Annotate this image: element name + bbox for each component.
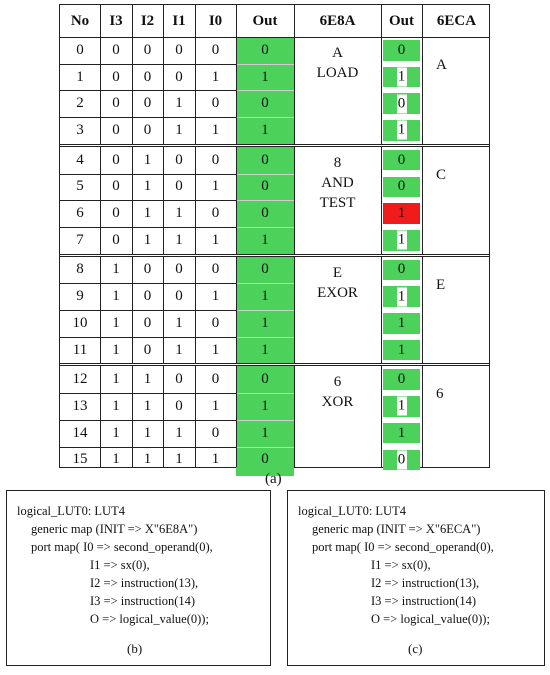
cell-i2: 1 — [143, 397, 152, 414]
cell-out: 0 — [261, 205, 269, 222]
cell-no: 3 — [76, 121, 84, 138]
cell-i1: 1 — [175, 95, 183, 112]
code-line: generic map (INIT => X"6E8A") — [31, 522, 198, 536]
out-6e8a-fill — [383, 286, 420, 307]
caption-a: (a) — [265, 471, 282, 487]
cell-i0: 0 — [211, 424, 220, 441]
cell-i3: 0 — [112, 178, 120, 195]
cell-out-6e8a — [381, 447, 422, 474]
code-box-c — [287, 490, 545, 666]
cell-out: 0 — [261, 261, 269, 278]
cell-i1: 0 — [175, 261, 183, 278]
cell-no: 0 — [76, 41, 84, 58]
cell-no: 14 — [72, 424, 88, 441]
cell-i1: 0 — [175, 178, 183, 195]
cell-i2: 0 — [143, 68, 152, 85]
cell-out-6e8a — [381, 420, 422, 447]
out-6e8a-value: 1 — [397, 121, 406, 138]
code-line: I2 => instruction(13), — [371, 576, 480, 590]
out-6e8a-fill: 1 — [383, 423, 420, 444]
cell-out: 1 — [261, 121, 269, 138]
cell-i3: 1 — [112, 451, 120, 468]
out-6e8a-fill: 0 — [383, 40, 420, 61]
cell-i0: 0 — [211, 261, 220, 278]
code-line: I1 => sx(0), — [371, 558, 431, 572]
cell-i2: 0 — [143, 314, 152, 331]
header-i1: I1 — [172, 12, 186, 29]
out-6e8a-fill — [383, 396, 420, 417]
cell-i3: 0 — [112, 41, 120, 58]
cell-out: 0 — [261, 151, 269, 168]
out-6e8a-fill: 0 — [383, 177, 420, 198]
cell-no: 12 — [72, 371, 88, 388]
row-line — [60, 283, 236, 284]
group-divider — [60, 254, 489, 257]
cell-i1: 1 — [175, 424, 183, 441]
group-6eca-label: 6 — [436, 386, 444, 403]
group-6e8a-label — [294, 372, 381, 412]
cell-no: 11 — [72, 341, 88, 358]
cell-no: 9 — [76, 288, 84, 305]
cell-i3: 1 — [112, 261, 120, 278]
out-6e8a-fill: 1 — [383, 203, 420, 224]
cell-i3: 1 — [112, 424, 120, 441]
cell-no: 15 — [72, 451, 88, 468]
op-code: 8 — [333, 154, 342, 171]
cell-out: 1 — [261, 397, 269, 414]
cell-i1: 0 — [175, 397, 183, 414]
out-6e8a-fill — [383, 230, 420, 251]
code-line: I3 => instruction(14) — [371, 594, 477, 608]
code-line: logical_LUT0: LUT4 — [298, 504, 406, 518]
code-line: O => logical_value(0)); — [90, 612, 209, 626]
caption-c: (c) — [408, 641, 423, 656]
truth-table — [59, 4, 490, 468]
cell-i2: 1 — [143, 178, 152, 195]
header-out1: Out — [252, 12, 278, 29]
cell-i2: 0 — [143, 95, 152, 112]
cell-i1: 1 — [175, 205, 183, 222]
cell-out-6e8a — [381, 90, 422, 117]
cell-i3: 1 — [112, 314, 120, 331]
cell-out: 1 — [261, 288, 269, 305]
code-line: I2 => instruction(13), — [90, 576, 199, 590]
cell-i2: 0 — [143, 341, 152, 358]
code-line: logical_LUT0: LUT4 — [17, 504, 125, 518]
cell-no: 5 — [76, 178, 84, 195]
cell-no: 10 — [72, 314, 88, 331]
group-6eca-label: C — [436, 166, 447, 183]
code-line: I1 => sx(0), — [90, 558, 150, 572]
cell-out-6e8a — [381, 117, 422, 144]
cell-i1: 1 — [175, 314, 183, 331]
cell-i0: 1 — [211, 341, 220, 358]
column-divider — [195, 5, 196, 467]
cell-out: 0 — [261, 371, 269, 388]
op-name: EXOR — [317, 284, 358, 301]
cell-i1: 1 — [175, 231, 183, 248]
cell-out: 0 — [261, 41, 269, 58]
cell-i3: 1 — [112, 288, 120, 305]
code-line: port map( I0 => second_operand(0), — [312, 540, 494, 554]
row-line — [60, 200, 236, 201]
out-6e8a-value: 1 — [397, 288, 406, 305]
cell-out-6e8a — [381, 393, 422, 420]
cell-out-6e8a — [381, 366, 422, 393]
op-code: E — [332, 264, 343, 281]
cell-i1: 0 — [175, 68, 183, 85]
out-6e8a-value: 1 — [397, 397, 406, 414]
cell-out-6e8a — [381, 283, 422, 310]
group-divider — [60, 144, 489, 147]
cell-out-6e8a — [381, 337, 422, 364]
column-divider — [132, 5, 133, 467]
cell-out: 1 — [261, 314, 269, 331]
code-line: I3 => instruction(14) — [90, 594, 196, 608]
out-6e8a-value: 0 — [397, 95, 406, 112]
code-box-b — [6, 490, 271, 666]
cell-out: 0 — [261, 95, 269, 112]
group-6eca-label: E — [436, 276, 446, 293]
op-code: A — [332, 45, 343, 61]
cell-i3: 0 — [112, 205, 120, 222]
row-line — [60, 227, 236, 228]
row-line — [60, 174, 236, 175]
out-6e8a-fill — [383, 67, 420, 88]
cell-no: 8 — [76, 261, 84, 278]
cell-i0: 1 — [211, 231, 220, 248]
cell-i0: 0 — [211, 205, 220, 222]
cell-i0: 1 — [211, 451, 220, 468]
cell-i2: 1 — [143, 371, 152, 388]
column-divider — [381, 5, 382, 467]
cell-out: 1 — [261, 68, 269, 85]
out-6e8a-fill: 1 — [383, 340, 420, 361]
code-line: port map( I0 => second_operand(0), — [31, 540, 213, 554]
cell-i2: 1 — [143, 205, 152, 222]
out-6e8a-value: 0 — [397, 451, 406, 468]
row-line — [60, 310, 236, 311]
cell-i2: 0 — [143, 121, 152, 138]
cell-i1: 0 — [175, 288, 183, 305]
cell-i0: 0 — [211, 314, 220, 331]
cell-out: 1 — [261, 424, 269, 441]
op-name: LOAD — [316, 65, 359, 81]
cell-i2: 0 — [143, 261, 152, 278]
cell-i2: 0 — [143, 41, 152, 58]
cell-i1: 1 — [175, 121, 183, 138]
op-name: XOR — [321, 394, 354, 411]
cell-out-6e8a — [381, 174, 422, 201]
cell-i0: 1 — [211, 397, 220, 414]
group-6e8a-label — [294, 263, 381, 303]
cell-i1: 0 — [175, 151, 183, 168]
cell-i3: 0 — [112, 68, 120, 85]
cell-i0: 1 — [211, 288, 220, 305]
cell-i0: 0 — [211, 371, 220, 388]
out-6e8a-value: 1 — [397, 68, 406, 85]
cell-out-6e8a — [381, 147, 422, 174]
cell-no: 2 — [76, 95, 84, 112]
cell-i0: 1 — [211, 68, 220, 85]
code-line: generic map (INIT => X"6ECA") — [312, 522, 481, 536]
out-6e8a-fill: 0 — [383, 260, 420, 281]
cell-out: 0 — [261, 451, 269, 468]
cell-out-6e8a — [381, 64, 422, 91]
row-line — [60, 90, 236, 91]
cell-no: 6 — [76, 205, 84, 222]
out-6e8a-fill: 1 — [383, 313, 420, 334]
cell-i3: 1 — [112, 341, 120, 358]
out-6e8a-fill — [383, 450, 420, 471]
cell-i2: 1 — [143, 231, 152, 248]
out-6e8a-value: 1 — [397, 231, 406, 248]
cell-out: 0 — [261, 178, 269, 195]
cell-i3: 0 — [112, 151, 120, 168]
cell-i3: 1 — [112, 371, 120, 388]
op-name-2: TEST — [319, 194, 356, 211]
cell-out-6e8a — [381, 227, 422, 254]
cell-i0: 0 — [211, 41, 220, 58]
out-6e8a-fill: 0 — [383, 150, 420, 171]
cell-i2: 0 — [143, 288, 152, 305]
header-divider — [60, 37, 489, 38]
row-line — [60, 393, 236, 394]
header-i3: I3 — [109, 12, 123, 29]
header-i0: I0 — [208, 12, 223, 29]
column-divider — [236, 5, 237, 467]
cell-i3: 0 — [112, 231, 120, 248]
cell-i0: 1 — [211, 178, 220, 195]
cell-i1: 1 — [175, 451, 183, 468]
row-line — [60, 337, 236, 338]
header-eca: 6ECA — [436, 12, 477, 29]
cell-no: 4 — [76, 151, 84, 168]
column-divider — [100, 5, 101, 467]
cell-i2: 1 — [143, 151, 152, 168]
cell-i3: 1 — [112, 397, 120, 414]
cell-no: 13 — [72, 397, 88, 414]
cell-out-6e8a — [381, 37, 422, 64]
out-6e8a-fill — [383, 93, 420, 114]
column-divider — [422, 5, 423, 467]
group-6e8a-label — [294, 153, 381, 213]
cell-no: 1 — [76, 68, 84, 85]
cell-out-6e8a — [381, 200, 422, 227]
caption-b: (b) — [127, 641, 143, 656]
cell-i0: 0 — [211, 151, 220, 168]
cell-out-6e8a — [381, 257, 422, 284]
cell-out: 1 — [261, 231, 269, 248]
cell-i3: 0 — [112, 121, 120, 138]
group-divider — [60, 363, 489, 366]
cell-i1: 0 — [175, 371, 183, 388]
header-no: No — [70, 12, 90, 29]
cell-i1: 1 — [175, 341, 183, 358]
cell-i1: 0 — [175, 41, 183, 58]
cell-out: 1 — [261, 341, 269, 358]
out-6e8a-fill: 0 — [383, 369, 420, 390]
cell-i0: 0 — [211, 95, 220, 112]
code-line: O => logical_value(0)); — [371, 612, 490, 626]
column-divider — [163, 5, 164, 467]
op-name: AND — [321, 174, 354, 191]
cell-no: 7 — [76, 231, 84, 248]
cell-i3: 0 — [112, 95, 120, 112]
cell-i0: 1 — [211, 121, 220, 138]
row-line — [60, 420, 236, 421]
cell-i2: 1 — [143, 424, 152, 441]
row-line — [60, 447, 236, 448]
row-line — [60, 117, 236, 118]
out-6e8a-fill — [383, 120, 420, 141]
header-out2: Out — [388, 12, 414, 29]
cell-i2: 1 — [143, 451, 152, 468]
row-line — [60, 64, 236, 65]
group-6e8a-label — [294, 43, 381, 83]
group-6eca-label: A — [436, 57, 447, 73]
header-i2: I2 — [140, 12, 155, 29]
op-code: 6 — [333, 374, 342, 391]
header-e8a: 6E8A — [319, 12, 356, 29]
cell-out-6e8a — [381, 310, 422, 337]
